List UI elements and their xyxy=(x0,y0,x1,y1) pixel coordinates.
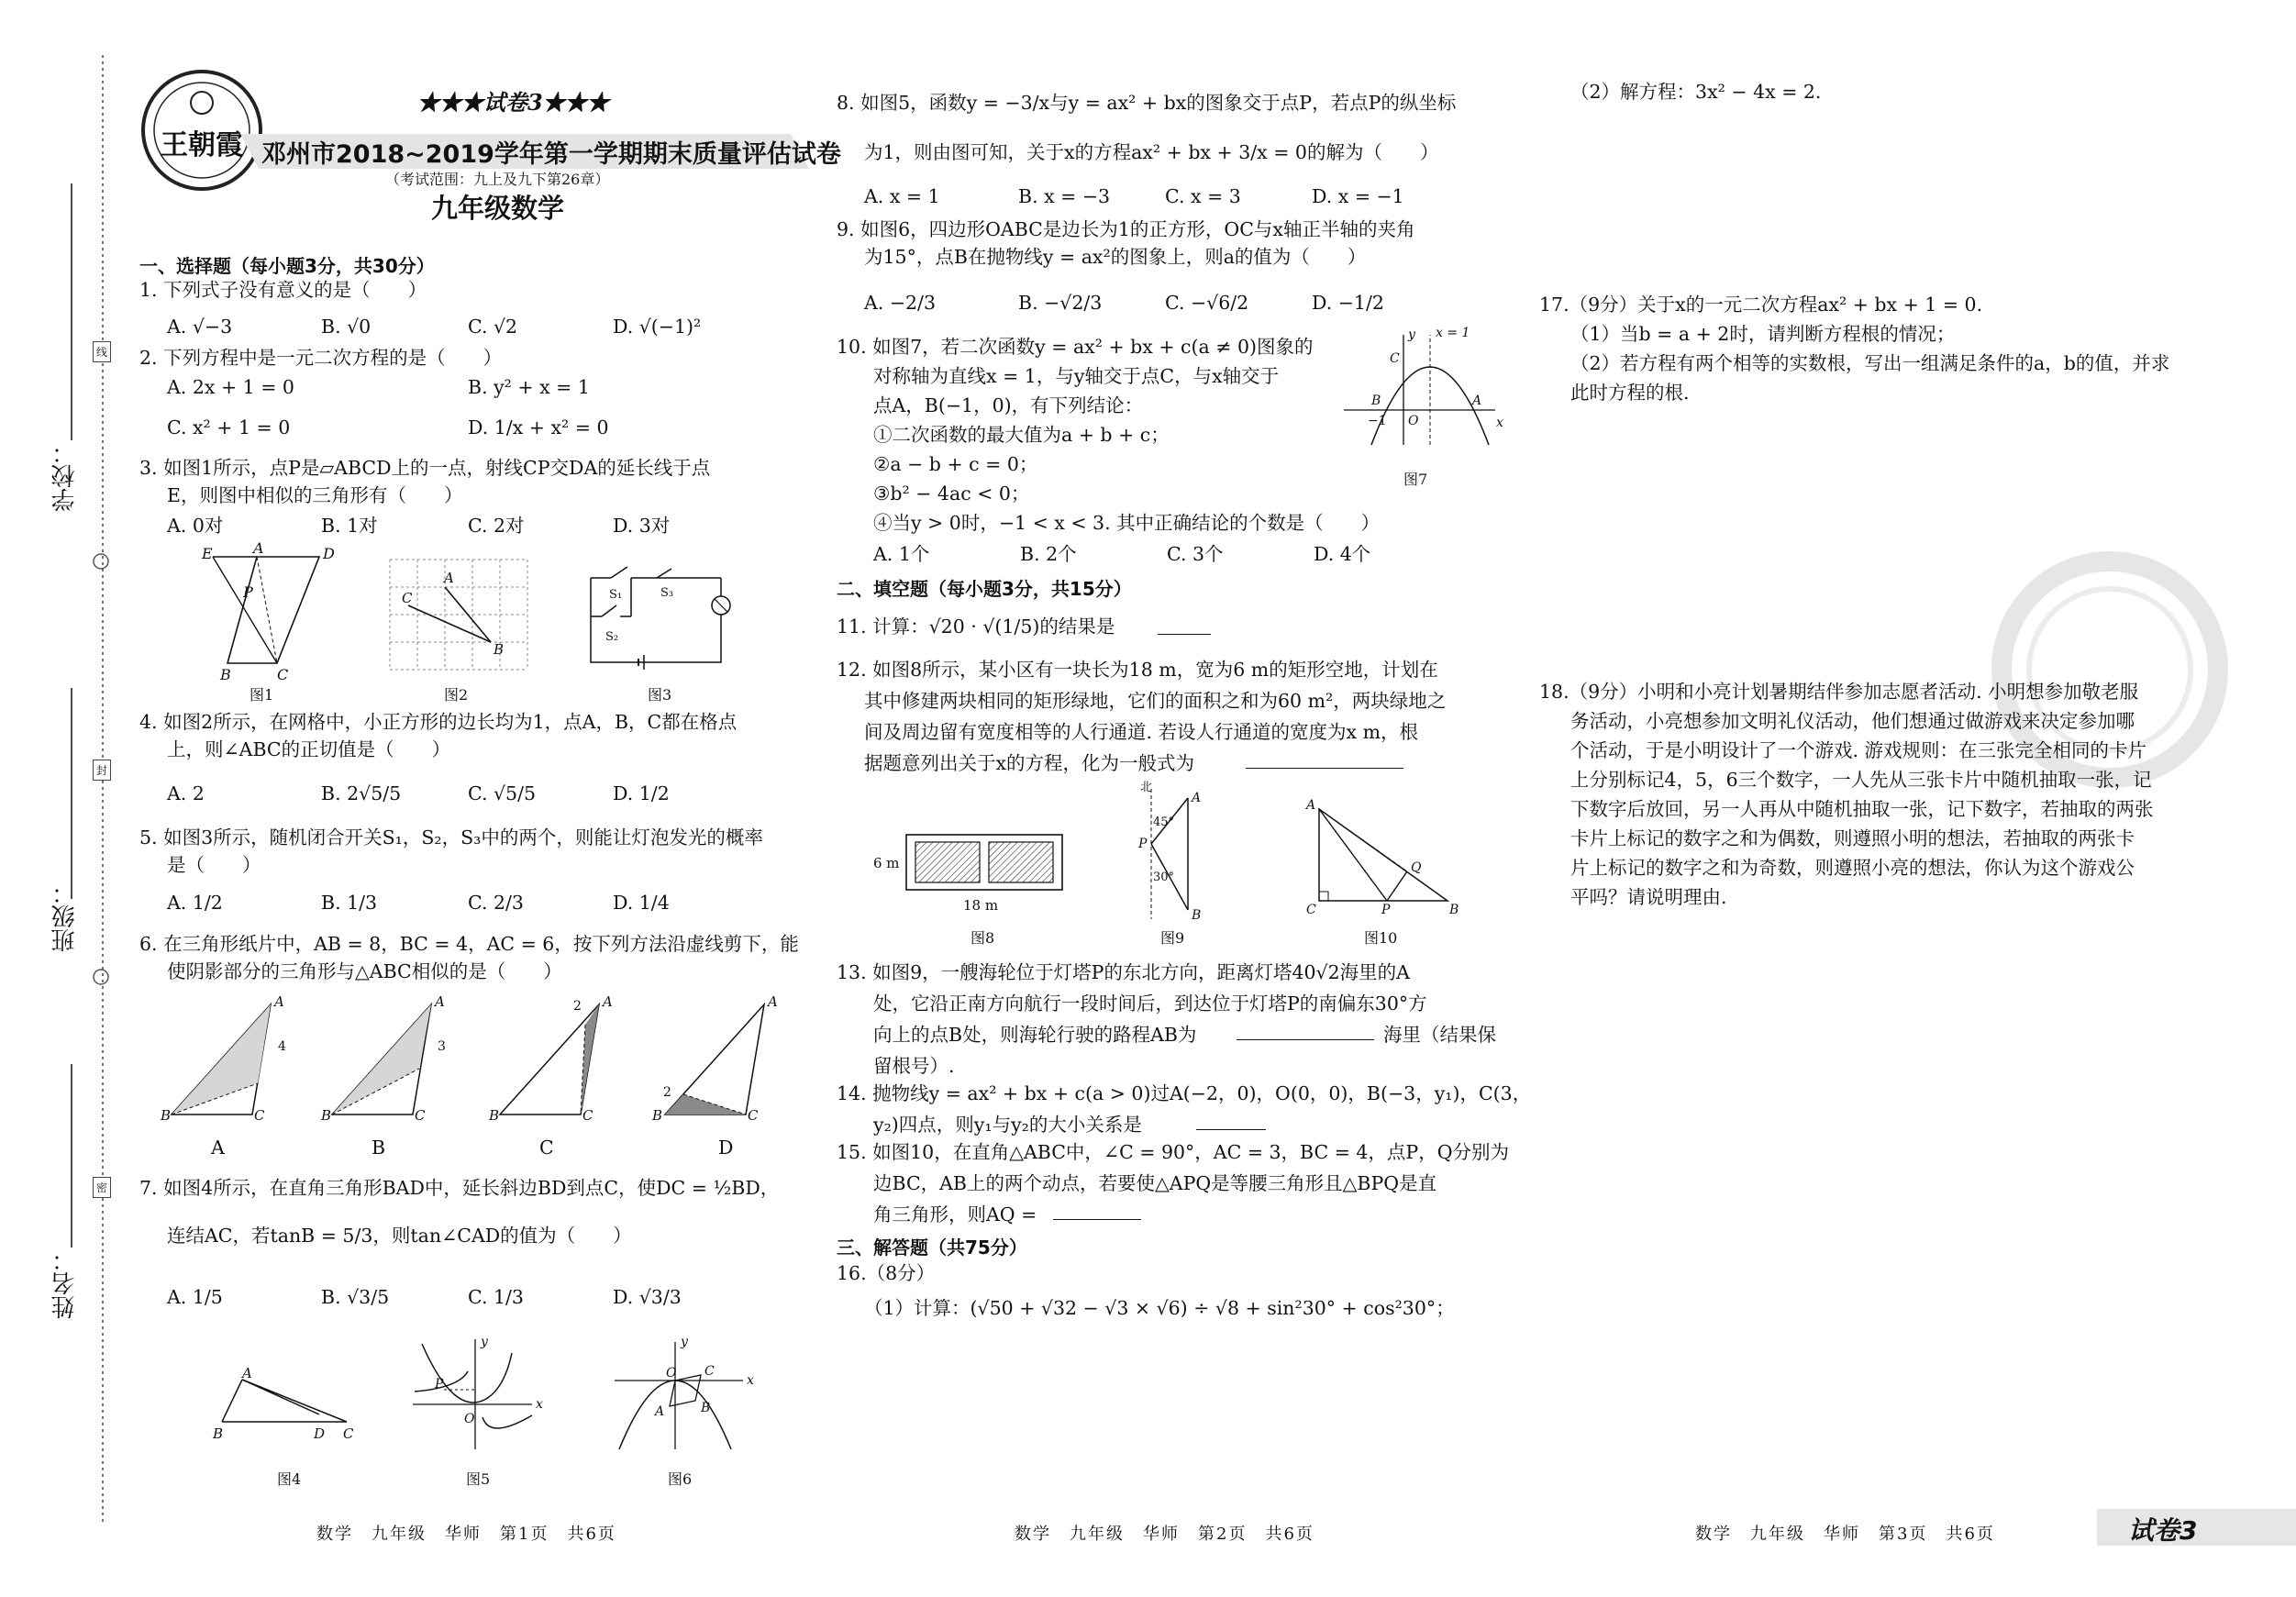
q7-option-d[interactable]: D. √3/3 xyxy=(613,1286,682,1308)
footer-page-2: 数学 九年级 华师 第2页 共6页 xyxy=(1015,1525,1314,1544)
seal-mark-secret: 密 xyxy=(93,1177,111,1198)
fig2-label-b: B xyxy=(494,641,505,658)
figure-1-caption: 图1 xyxy=(250,686,274,704)
q15-stem-line2: 边BC，AB上的两个动点，若要使△APQ是等腰三角形且△BPQ是直 xyxy=(873,1172,1437,1194)
fig8-width-label: 6 m xyxy=(873,855,900,871)
fig1-label-d: D xyxy=(323,545,335,562)
q14-stem-line1: 14. 抛物线y = ax² + bx + c(a > 0)过A(−2，0)，O(0，0)，B(−3，y₁)，C(3， xyxy=(837,1082,1532,1104)
q4-option-a[interactable]: A. 2 xyxy=(167,782,205,804)
figure-2-caption: 图2 xyxy=(444,686,469,704)
q18-stem-line2: 务活动，小亮想参加文明礼仪活动，他们想通过做游戏来决定参加哪 xyxy=(1570,710,2135,732)
fig9-label-b: B xyxy=(1192,908,1202,923)
q6b-label-3: 3 xyxy=(438,1039,446,1054)
q13-stem-line2: 处，它沿正南方向航行一段时间后，到达位于灯塔P的南偏东30°方 xyxy=(873,993,1427,1015)
fig1-label-a: A xyxy=(253,539,264,557)
q15-stem-line1: 15. 如图10，在直角△ABC中，∠C = 90°，AC = 3，BC = 4，点P，Q分别为 xyxy=(837,1141,1510,1163)
q8-option-c[interactable]: C. x = 3 xyxy=(1165,185,1241,207)
q9-stem-line2: 为15°，点B在抛物线y = ax²的图象上，则a的值为（ ） xyxy=(864,246,1367,268)
fig2-label-a: A xyxy=(444,570,454,586)
q2-option-a[interactable]: A. 2x + 1 = 0 xyxy=(167,376,294,398)
figure-8-caption: 图8 xyxy=(971,929,995,947)
q6a-label-4: 4 xyxy=(278,1039,286,1054)
q5-option-c[interactable]: C. 2/3 xyxy=(468,892,524,914)
fig7-label-b: B xyxy=(1371,394,1381,408)
q17-part1: （1）当b = a + 2时，请判断方程根的情况； xyxy=(1570,323,1956,345)
q10-stem-line2: 对称轴为直线x = 1，与y轴交于点C，与x轴交于 xyxy=(873,365,1280,387)
figure-1-parallelogram xyxy=(193,539,376,683)
seal-mark-seal: 封 xyxy=(93,760,111,781)
q9-option-a[interactable]: A. −2/3 xyxy=(864,292,937,314)
q14-stem-line2: y₂)四点，则y₁与y₂的大小关系是 xyxy=(873,1114,1142,1136)
q4-option-b[interactable]: B. 2√5/5 xyxy=(321,782,402,804)
fig7-label-y: y xyxy=(1408,327,1415,342)
footer-page-3: 数学 九年级 华师 第3页 共6页 xyxy=(1695,1525,1995,1544)
q10-option-a[interactable]: A. 1个 xyxy=(873,543,930,565)
q12-stem-line4: 据题意列出关于x的方程，化为一般式为 xyxy=(864,752,1195,774)
figure-4-caption: 图4 xyxy=(277,1470,302,1488)
q2-stem: 2. 下列方程中是一元二次方程的是（ ） xyxy=(139,347,503,369)
q6-stem-line2: 使阴影部分的三角形与△ABC相似的是（ ） xyxy=(167,960,562,982)
q3-option-d[interactable]: D. 3对 xyxy=(613,515,671,537)
q1-option-c[interactable]: C. √2 xyxy=(468,316,518,338)
fig7-label-o: O xyxy=(1408,414,1419,428)
section-choice-title: 一、选择题（每小题3分，共30分） xyxy=(139,255,435,277)
q1-option-d[interactable]: D. √(−1)² xyxy=(613,316,702,338)
q9-option-b[interactable]: B. −√2/3 xyxy=(1018,292,1103,314)
fig4-label-c: C xyxy=(343,1425,354,1442)
fig6-label-o: O xyxy=(666,1366,677,1381)
q12-stem-line2: 其中修建两块相同的矩形绿地，它们的面积之和为60 m²，两块绿地之 xyxy=(864,690,1447,712)
q1-option-b[interactable]: B. √0 xyxy=(321,316,372,338)
q6c-label-a: A xyxy=(603,993,613,1010)
fig10-label-p: P xyxy=(1381,903,1391,917)
q13-answer-blank[interactable] xyxy=(1237,1022,1374,1040)
q7-option-b[interactable]: B. √3/5 xyxy=(321,1286,390,1308)
paper-number: ★★★试卷3★★★ xyxy=(417,89,609,116)
q10-stem-line3: 点A，B(−1，0)，有下列结论： xyxy=(873,394,1144,416)
fig3-label-s2: S₂ xyxy=(605,630,619,644)
q10-stem-line1: 10. 如图7，若二次函数y = ax² + bx + c(a ≠ 0)图象的 xyxy=(837,336,1314,358)
figure-4-triangle xyxy=(209,1367,374,1449)
fig10-label-a: A xyxy=(1306,798,1316,813)
q4-option-c[interactable]: C. √5/5 xyxy=(468,782,537,804)
fig4-label-b: B xyxy=(213,1425,224,1442)
q1-option-a[interactable]: A. √−3 xyxy=(167,316,233,338)
fig7-label-a: A xyxy=(1472,394,1482,408)
q2-option-d[interactable]: D. 1/x + x² = 0 xyxy=(468,416,609,438)
q9-stem-line1: 9. 如图6，四边形OABC是边长为1的正方形，OC与x轴正半轴的夹角 xyxy=(837,218,1415,240)
fig1-label-c: C xyxy=(277,666,289,683)
section-fill-title: 二、填空题（每小题3分，共15分） xyxy=(837,578,1132,600)
q7-stem-line1: 7. 如图4所示，在直角三角形BAD中，延长斜边BD到点C，使DC = ½BD， xyxy=(139,1177,780,1199)
figure-9-caption: 图9 xyxy=(1160,929,1185,947)
figure-3-caption: 图3 xyxy=(648,686,672,704)
fig10-label-c: C xyxy=(1306,903,1316,917)
q5-option-a[interactable]: A. 1/2 xyxy=(167,892,223,914)
q7-stem-line2: 连结AC，若tanB = 5/3，则tan∠CAD的值为（ ） xyxy=(167,1225,632,1247)
q13-stem-line1: 13. 如图9，一艘海轮位于灯塔P的东北方向，距离灯塔40√2海里的A xyxy=(837,961,1410,983)
figure-10-right-triangle xyxy=(1303,798,1468,917)
q5-option-b[interactable]: B. 1/3 xyxy=(321,892,378,914)
q6a-label-a: A xyxy=(274,993,284,1010)
fig6-label-b: B xyxy=(701,1401,711,1415)
q12-stem-line1: 12. 如图8所示，某小区有一块长为18 m，宽为6 m的矩形空地，计划在 xyxy=(837,659,1438,681)
q6c-label-b: B xyxy=(489,1107,500,1124)
q3-stem-line1: 3. 如图1所示，点P是▱ABCD上的一点，射线CP交DA的延长线于点 xyxy=(139,457,711,479)
q3-option-c[interactable]: C. 2对 xyxy=(468,515,525,537)
fig6-label-y: y xyxy=(681,1335,688,1349)
q10-conclusion-2: ②a − b + c = 0； xyxy=(873,453,1038,475)
q18-stem-line1: 18.（9分）小明和小亮计划暑期结伴参加志愿者活动. 小明想参加敬老服 xyxy=(1539,681,2139,703)
q5-stem-line2: 是（ ） xyxy=(167,854,261,876)
fig1-label-e: E xyxy=(202,545,213,562)
exam-title: 邓州市2018~2019学年第一学期期末质量评估试卷 xyxy=(261,140,841,169)
q8-option-a[interactable]: A. x = 1 xyxy=(864,185,940,207)
q11-answer-blank[interactable] xyxy=(1158,616,1211,635)
fig1-label-b: B xyxy=(220,666,231,683)
figure-6-graph xyxy=(605,1335,761,1454)
q17-part2-line2: 此时方程的根. xyxy=(1570,382,1690,404)
q15-stem-line3: 角三角形，则AQ = xyxy=(873,1203,1037,1225)
q6-figure-d[interactable] xyxy=(651,993,778,1124)
q18-stem-line4: 上分别标记4，5，6三个数字，一人先从三张卡片中随机抽取一张，记 xyxy=(1570,769,2152,791)
figure-6-caption: 图6 xyxy=(668,1470,693,1488)
fig4-label-d: D xyxy=(314,1425,326,1442)
fig5-label-p: P xyxy=(435,1377,444,1392)
q10-option-b[interactable]: B. 2个 xyxy=(1020,543,1077,565)
figure-5-graph xyxy=(404,1335,550,1454)
q4-stem-line1: 4. 如图2所示，在网格中，小正方形的边长均为1，点A，B，C都在格点 xyxy=(139,711,738,733)
q3-option-a[interactable]: A. 0对 xyxy=(167,515,224,537)
q6c-label-2: 2 xyxy=(573,999,582,1014)
q6b-label-c: C xyxy=(415,1107,426,1124)
q18-stem-line3: 个活动，于是小明设计了一个游戏. 游戏规则：在三张完全相同的卡片 xyxy=(1570,739,2147,761)
q5-option-d[interactable]: D. 1/4 xyxy=(613,892,670,914)
q2-option-b[interactable]: B. y² + x = 1 xyxy=(468,376,590,398)
q2-option-c[interactable]: C. x² + 1 = 0 xyxy=(167,416,291,438)
q15-answer-blank[interactable] xyxy=(1053,1202,1141,1220)
q18-stem-line7: 片上标记的数字之和为奇数，则遵照小亮的想法，你认为这个游戏公 xyxy=(1570,857,2135,879)
figure-10-caption: 图10 xyxy=(1364,929,1398,947)
figure-7-parabola xyxy=(1335,326,1518,454)
q11-stem: 11. 计算：√20 · √(1/5)的结果是 xyxy=(837,616,1115,638)
figure-7-caption: 图7 xyxy=(1403,471,1428,488)
q8-stem-line2: 为1，则由图可知，关于x的方程ax² + bx + 3/x = 0的解为（ ） xyxy=(864,141,1439,163)
school-label: 学校： xyxy=(51,440,79,512)
q8-stem-line1: 8. 如图5，函数y = −3/x与y = ax² + bx的图象交于点P，若点P的纵坐标 xyxy=(837,92,1457,114)
q16-part2: （2）解方程：3x² − 4x = 2. xyxy=(1570,81,1822,103)
q1-stem: 1. 下列式子没有意义的是（ ） xyxy=(139,279,427,301)
fig10-label-q: Q xyxy=(1411,860,1422,875)
figure-5-caption: 图5 xyxy=(466,1470,491,1488)
q18-stem-line8: 平吗？请说明理由. xyxy=(1570,886,1727,908)
q8-option-d[interactable]: D. x = −1 xyxy=(1312,185,1404,207)
q3-option-b[interactable]: B. 1对 xyxy=(321,515,378,537)
fig9-label-p: P xyxy=(1138,837,1148,851)
class-label: 班级： xyxy=(51,881,79,952)
q6-option-c[interactable]: C xyxy=(539,1137,554,1159)
q6d-label-2: 2 xyxy=(663,1085,671,1100)
q10-conclusion-3: ③b² − 4ac < 0； xyxy=(873,482,1030,505)
fig5-label-o: O xyxy=(464,1412,475,1426)
fig9-label-a: A xyxy=(1192,791,1202,805)
q7-option-a[interactable]: A. 1/5 xyxy=(167,1286,223,1308)
q6d-label-b: B xyxy=(652,1107,663,1124)
seal-mark-line: 线 xyxy=(93,341,111,362)
fig6-label-c: C xyxy=(704,1364,715,1379)
q17-stem: 17.（9分）关于x的一元二次方程ax² + bx + 1 = 0. xyxy=(1539,294,1983,316)
q7-option-c[interactable]: C. 1/3 xyxy=(468,1286,524,1308)
name-label: 姓名： xyxy=(51,1248,79,1319)
q10-option-d[interactable]: D. 4个 xyxy=(1314,543,1371,565)
q10-conclusion-1: ①二次函数的最大值为a + b + c； xyxy=(873,424,1170,446)
q6d-label-c: C xyxy=(748,1107,759,1124)
fig5-label-y: y xyxy=(481,1335,488,1349)
fig7-label-x: x xyxy=(1496,416,1503,430)
q6-option-b[interactable]: B xyxy=(372,1137,386,1159)
fig9-label-north: 北 xyxy=(1140,781,1153,794)
q4-option-d[interactable]: D. 1/2 xyxy=(613,782,670,804)
q13-stem-line3-tail: 海里（结果保 xyxy=(1383,1024,1496,1046)
q18-stem-line5: 下数字后放回，另一人再从中随机抽取一张，记下数字，若抽取的两张 xyxy=(1570,798,2154,820)
q17-part2-line1: （2）若方程有两个相等的实数根，写出一组满足条件的a，b的值，并求 xyxy=(1570,352,2170,374)
q8-option-b[interactable]: B. x = −3 xyxy=(1018,185,1111,207)
fig9-label-30: 30° xyxy=(1153,871,1175,884)
q10-conclusion-4: ④当y > 0时，−1 < x < 3. 其中正确结论的个数是（ ） xyxy=(873,512,1381,534)
q6-stem-line1: 6. 在三角形纸片中，AB = 8，BC = 4，AC = 6，按下列方法沿虚线剪下，能 xyxy=(139,933,799,955)
footer-page-1: 数学 九年级 华师 第1页 共6页 xyxy=(316,1525,616,1544)
q12-stem-line3: 间及周边留有宽度相等的人行通道. 若设人行通道的宽度为x m，根 xyxy=(864,721,1419,743)
exam-scope: （考试范围：九上及九下第26章） xyxy=(385,171,610,188)
q3-stem-line2: E，则图中相似的三角形有（ ） xyxy=(167,484,463,506)
q16-part1: （1）计算：(√50 + √32 − √3 × √6) ÷ √8 + sin²30° + cos²30°； xyxy=(864,1297,1455,1319)
figure-9-navigation xyxy=(1133,780,1234,926)
brand-name: 王朝霞 xyxy=(161,129,243,161)
figure-8-rectangle xyxy=(871,826,1082,936)
q6-option-a[interactable]: A xyxy=(211,1137,225,1159)
fig6-label-a: A xyxy=(655,1404,665,1419)
q6-figure-b[interactable] xyxy=(320,993,446,1124)
fig2-label-c: C xyxy=(402,590,413,606)
q6b-label-b: B xyxy=(321,1107,332,1124)
binding-lines xyxy=(0,0,128,1597)
q9-option-c[interactable]: C. −√6/2 xyxy=(1165,292,1249,314)
fig7-label-x1: x = 1 xyxy=(1436,326,1470,340)
section-solve-title: 三、解答题（共75分） xyxy=(837,1237,1027,1259)
fig6-label-x: x xyxy=(747,1373,754,1388)
q6-figure-c[interactable] xyxy=(488,993,613,1124)
q12-answer-blank[interactable] xyxy=(1246,750,1403,769)
q6-triangle-figures xyxy=(161,995,793,1124)
q4-stem-line2: 上，则∠ABC的正切值是（ ） xyxy=(167,738,451,760)
q6-option-d[interactable]: D xyxy=(718,1137,734,1159)
exam-subject: 九年级数学 xyxy=(431,193,565,224)
q5-stem-line1: 5. 如图3所示，随机闭合开关S₁，S₂，S₃中的两个，则能让灯泡发光的概率 xyxy=(139,826,763,848)
fig3-label-s1: S₁ xyxy=(609,588,623,602)
q6a-label-c: C xyxy=(254,1107,265,1124)
footer-paper-tag: 试卷3 xyxy=(2128,1515,2198,1546)
q13-stem-line3: 向上的点B处，则海轮行驶的路程AB为 xyxy=(873,1024,1197,1046)
fig3-label-s3: S₃ xyxy=(660,586,674,600)
fig1-label-p: P xyxy=(243,583,253,601)
fig7-label-c: C xyxy=(1390,351,1400,366)
figure-2-grid xyxy=(385,555,532,674)
q6a-label-b: B xyxy=(161,1107,172,1124)
q6b-label-a: A xyxy=(435,993,445,1010)
q6d-label-a: A xyxy=(768,993,778,1010)
fig7-label-neg1: −1 xyxy=(1368,414,1387,428)
fig4-label-a: A xyxy=(242,1365,252,1381)
q18-stem-line6: 卡片上标记的数字之和为偶数，则遵照小明的想法，若抽取的两张卡 xyxy=(1570,827,2135,849)
q6c-label-c: C xyxy=(582,1107,593,1124)
q14-answer-blank[interactable] xyxy=(1196,1112,1266,1130)
fig8-length-label: 18 m xyxy=(963,897,999,914)
fig9-label-45: 45° xyxy=(1153,815,1175,829)
fig5-label-x: x xyxy=(536,1397,543,1412)
q10-option-c[interactable]: C. 3个 xyxy=(1167,543,1224,565)
q9-option-d[interactable]: D. −1/2 xyxy=(1312,292,1384,314)
q6-figure-a[interactable] xyxy=(160,993,286,1124)
q13-stem-line4: 留根号）. xyxy=(873,1055,955,1077)
q16-stem: 16.（8分） xyxy=(837,1262,936,1284)
figure-3-circuit xyxy=(583,560,739,670)
fig10-label-b: B xyxy=(1449,903,1459,917)
